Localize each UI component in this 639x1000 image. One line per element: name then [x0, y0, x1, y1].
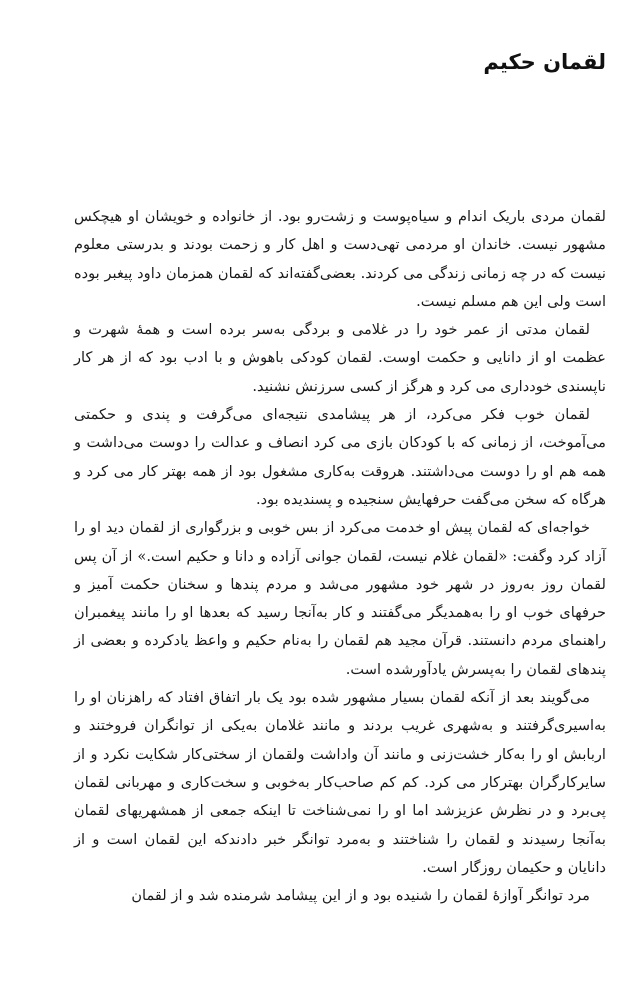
chapter-title: لقمان حکیم: [483, 50, 606, 74]
paragraph: خواجه‌ای که لقمان پیش او خدمت می‌کرد از بس خوبی و بزرگواری از لقمان دید او را آزاد کرد وگفت: «لقمان غلام نیست، لقمان جوانی آزاده و دانا و حکیم است.» از آن پس لقمان روز به‌روز در شهر خود مشهور می‌شد و مردم پندها و سخنان حکمت آمیز و حرفهای خوب او را به‌همدیگر می‌گفتند و کار به‌آنجا رسید که بعدها او را مانند پیغمبران راهنمای مردم دانستند. قرآن مجید هم لقمان را به‌نام حکیم و واعظ یادکرده و بعضی از پندهای لقمان را به‌پسرش یادآورشده است.: [74, 519, 606, 678]
paragraph: لقمان مدتی از عمر خود را در غلامی و بردگی به‌سر برده است و همهٔ شهرت و عظمت او از دانایی و حکمت اوست. لقمان کودکی باهوش و با ادب بود که از هر کار ناپسندی خودداری می کرد و هرگز از کسی سرزنش نشنید.: [74, 321, 606, 395]
paragraph: مرد توانگر آوازهٔ لقمان را شنیده بود و از این پیشامد شرمنده شد و از لقمان: [131, 887, 590, 905]
paragraph: لقمان مردی باریک اندام و سیاه‌پوست و زشت‌رو بود. از خانواده و خویشان او هیچکس مشهور نیست. خاندان او مردمی تهی‌دست و اهل کار و زحمت بودند و بدرستی معلوم نیست که در چه زمانی زندگی می کردند. بعضی‌گفته‌اند که لقمان همزمان داود پیغبر بوده است ولی این هم مسلم نیست.: [74, 208, 606, 310]
paragraph: می‌گویند بعد از آنکه لقمان بسیار مشهور شده بود یک بار اتفاق افتاد که راهزنان او را به‌اسیری‌گرفتند و به‌شهری غریب بردند و مانند غلامان به‌یکی از توانگران فروختند و اربابش او را به‌کار خشت‌زنی و مانند آن واداشت ولقمان از سختی‌کار شکایت نکرد و از سایرکارگران بهترکار می کرد. کم کم صاحب‌کار به‌خوبی و سخت‌کاری و مهربانی لقمان پی‌برد و در نظرش عزیزشد اما او را نمی‌شناخت تا اینکه جمعی از همشهریهای لقمان به‌آنجا رسیدند و لقمان را شناختند و به‌مرد توانگر خبر دادندکه این لقمان است و از دانایان و حکیمان روزگار است.: [74, 689, 606, 876]
body-text: [74, 203, 606, 910]
paragraph: لقمان خوب فکر می‌کرد، از هر پیشامدی نتیجه‌ای می‌گرفت و پندی و حکمتی می‌آموخت، از زمانی که با کودکان بازی می کرد انصاف و عدالت را دوست می‌داشت و همه هم او را دوست می‌داشتند. هروقت به‌کاری مشغول بود از همه بهتر کار می کرد و هرگاه که سخن می‌گفت حرفهایش سنجیده و پسندیده بود.: [74, 406, 606, 508]
